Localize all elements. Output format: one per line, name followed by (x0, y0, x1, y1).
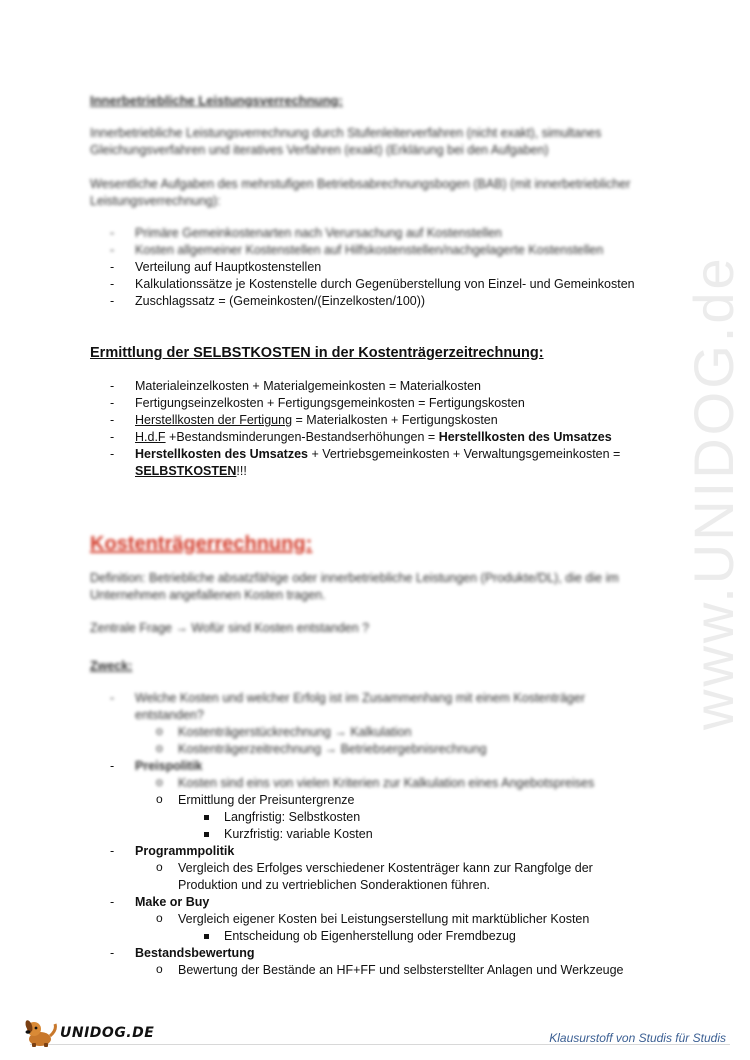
list-item: - Kosten allgemeiner Kostenstellen auf Hilfskostenstellen/nachgelagerte Kostenstellen (110, 242, 670, 259)
list-item (110, 690, 670, 758)
section-1-tasks: Wesentliche Aufgaben des mehrstufigen Betriebsabrechnungsbogen (BAB) (mit innerbetrieblicher Leistungsverrechnung): (90, 177, 631, 208)
sublist-item (156, 792, 670, 843)
list-item-text: + Vertriebsgemeinkosten + Verwaltungsgemeinkosten = (308, 447, 621, 461)
subsublist-item: Langfristig: Selbstkosten (202, 809, 670, 826)
sublist (156, 911, 670, 945)
list-item (110, 446, 670, 480)
list-item (110, 945, 670, 979)
sublist (156, 962, 670, 979)
subsublist-item: Entscheidung ob Eigenherstellung oder Fremdbezug (202, 928, 670, 945)
sublist-item: o Kostenträgerstückrechnung → Kalkulation (156, 724, 670, 741)
list-item-text: - Bestandsbewertung (135, 946, 255, 960)
list-item-text: - Make or Buy (135, 895, 210, 909)
section-2-title: Ermittlung der SELBSTKOSTEN in der Kostenträgerzeitrechnung: (90, 345, 544, 361)
section-1-intro: Innerbetriebliche Leistungsverrechnung durch Stufenleiterverfahren (nicht exakt), simultanes Gleichungsverfahren und iteratives Verfahren (exakt) (Erklärung bei den Aufgaben) (90, 126, 602, 157)
section-3-purpose-title: Zweck: (90, 659, 133, 673)
sublist-item: o Kosten sind eins von vielen Kriterien zur Kalkulation eines Angebotspreises (156, 775, 670, 792)
list-item (110, 758, 670, 843)
section-1-list (110, 225, 670, 310)
term-selbstkosten: SELBSTKOSTEN (135, 464, 237, 478)
list-item (110, 429, 670, 446)
term-hdu: Herstellkosten des Umsatzes (438, 430, 612, 444)
watermark: www.UNIDOG.de (682, 255, 745, 730)
term-hdf: Herstellkosten der Fertigung (135, 413, 293, 427)
list-item-text: - Welche Kosten und welcher Erfolg ist im Zusammenhang mit einem Kostenträger entstanden? (135, 691, 585, 722)
list-item: - Kalkulationssätze je Kostenstelle durch Gegenüberstellung von Einzel- und Gemeinkosten (110, 276, 670, 293)
list-item (110, 894, 670, 945)
list-item: - Verteilung auf Hauptkostenstellen (110, 259, 670, 276)
list-item: - Primäre Gemeinkostenarten nach Verursachung auf Kostenstellen (110, 225, 670, 242)
sublist-item-text: o Vergleich eigener Kosten bei Leistungserstellung mit marktüblicher Kosten (178, 912, 590, 926)
sublist-item: o Vergleich des Erfolges verschiedener Kostenträger kann zur Rangfolge der Produktion und zu vertrieblichen Sonderaktionen führen. (156, 860, 606, 894)
list-item (110, 843, 670, 894)
section-1 (90, 92, 650, 210)
sublist (156, 860, 670, 894)
section-1-title: Innerbetriebliche Leistungsverrechnung: (90, 93, 343, 108)
term-hdf-abbr: H.d.F (135, 430, 166, 444)
sublist-item: o Bewertung der Bestände an HF+FF und selbsterstellter Anlagen und Werkzeuge (156, 962, 670, 979)
list-item-text: !!! (236, 464, 247, 478)
sublist-item (156, 911, 670, 945)
section-3-list (110, 690, 670, 979)
list-item: - Zuschlagssatz = (Gemeinkosten/(Einzelkosten/100)) (110, 293, 670, 310)
logo-text: UNIDOG.DE (60, 1024, 155, 1041)
list-item-text: = Materialkosten + Fertigungskosten (292, 413, 498, 427)
subsublist-item: Kurzfristig: variable Kosten (202, 826, 670, 843)
dog-icon (24, 1018, 58, 1048)
section-3-question: Zentrale Frage → Wofür sind Kosten entstanden ? (90, 621, 370, 635)
sublist (156, 724, 670, 758)
footer-tagline: Klausurstoff von Studis für Studis (549, 1031, 726, 1045)
list-item-text: +Bestandsminderungen-Bestandserhöhungen = (165, 430, 439, 444)
subsublist (202, 928, 670, 945)
sublist-item: o Kostenträgerzeitrechnung → Betriebsergebnisrechnung (156, 741, 670, 758)
term-hdu: Herstellkosten des Umsatzes (135, 447, 308, 461)
list-item (110, 412, 670, 429)
sublist (156, 775, 670, 843)
section-2-list (110, 378, 670, 480)
list-item: - Materialeinzelkosten + Materialgemeinkosten = Materialkosten (110, 378, 670, 395)
sublist-item-text: o Ermittlung der Preisuntergrenze (178, 793, 355, 807)
section-3-title: Kostenträgerrechnung: (90, 533, 313, 555)
list-item-text: - Preispolitik (135, 759, 203, 773)
subsublist (202, 809, 670, 843)
list-item-text: - Programmpolitik (135, 844, 235, 858)
section-3-definition: Definition: Betriebliche absatzfähige oder innerbetriebliche Leistungen (Produkte/DL), die die im Unternehmen angefallenen Kosten tragen. (90, 571, 619, 602)
list-item: - Fertigungseinzelkosten + Fertigungsgemeinkosten = Fertigungskosten (110, 395, 670, 412)
unidog-logo (24, 1018, 154, 1048)
